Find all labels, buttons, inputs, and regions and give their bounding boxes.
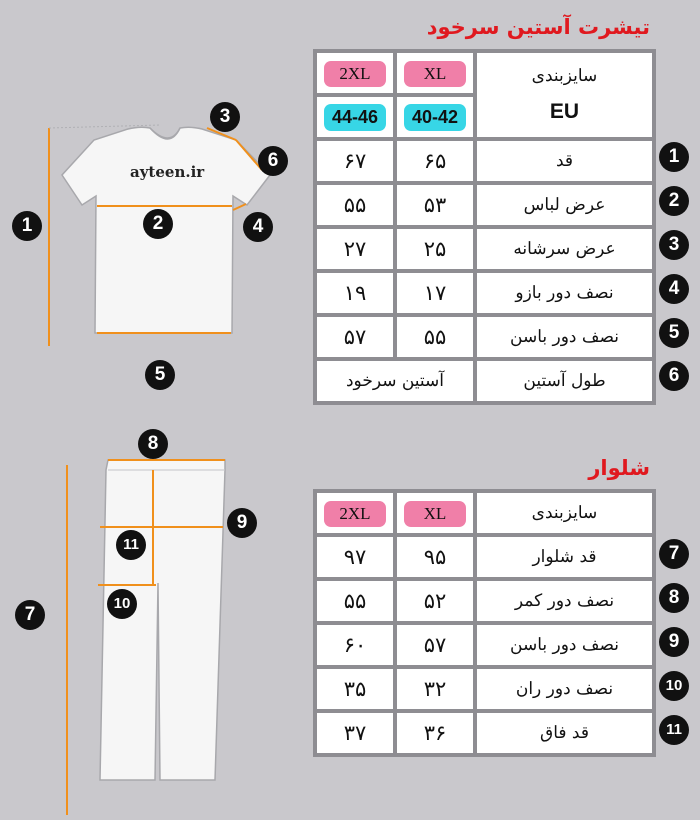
table-row xyxy=(317,185,652,225)
row-badge-2: 2 xyxy=(659,186,689,216)
row-badge-7: 7 xyxy=(659,539,689,569)
cell-xl: ۵۳ xyxy=(397,185,473,225)
eu-range-xl: 40-42 xyxy=(404,104,466,131)
eu-label: EU xyxy=(549,100,580,123)
badge-5: 5 xyxy=(145,360,175,390)
row-badge-5: 5 xyxy=(659,318,689,348)
table-row xyxy=(317,669,652,709)
table-row xyxy=(317,317,652,357)
cell-xl: ۵۲ xyxy=(397,581,473,621)
table-row xyxy=(317,493,652,533)
badge-1: 1 xyxy=(12,211,42,241)
cell-xl: ۱۷ xyxy=(397,273,473,313)
cell-2xl: ۵۷ xyxy=(317,317,393,357)
row-label: نصف دور باسن xyxy=(477,625,652,665)
size-header-label: سایزبندی xyxy=(531,66,598,86)
row-label: قد فاق xyxy=(477,713,652,753)
row-label: قد شلوار xyxy=(477,537,652,577)
eu-range-2xl: 44-46 xyxy=(324,104,386,131)
badge-9: 9 xyxy=(227,508,257,538)
badge-8: 8 xyxy=(138,429,168,459)
shirt-title: تیشرت آستین سرخود xyxy=(426,15,650,39)
row-label: نصف دور کمر xyxy=(477,581,652,621)
cell-xl: ۵۵ xyxy=(397,317,473,357)
table-row xyxy=(317,141,652,181)
badge-10: 10 xyxy=(107,589,137,619)
row-label: نصف دور ران xyxy=(477,669,652,709)
pants-title: شلوار xyxy=(588,456,650,480)
badge-3: 3 xyxy=(210,102,240,132)
cell-2xl: ۳۷ xyxy=(317,713,393,753)
cell-xl: ۳۲ xyxy=(397,669,473,709)
cell-xl: ۳۶ xyxy=(397,713,473,753)
cell-2xl: ۵۵ xyxy=(317,185,393,225)
table-row xyxy=(317,713,652,753)
badge-2: 2 xyxy=(143,209,173,239)
row-badge-1: 1 xyxy=(659,142,689,172)
cell-xl: ۵۷ xyxy=(397,625,473,665)
table-row xyxy=(317,53,652,93)
size-xl-badge: XL xyxy=(404,61,466,87)
cell-xl: ۲۵ xyxy=(397,229,473,269)
row-label: قد xyxy=(477,141,652,181)
table-row xyxy=(317,537,652,577)
row-badge-6: 6 xyxy=(659,361,689,391)
cell-2xl: ۶۷ xyxy=(317,141,393,181)
row-badge-3: 3 xyxy=(659,230,689,260)
row-badge-10: 10 xyxy=(659,671,689,701)
badge-7: 7 xyxy=(15,600,45,630)
pants-drawing xyxy=(100,460,225,780)
size-xl-badge: XL xyxy=(404,501,466,527)
table-row xyxy=(317,273,652,313)
cell-2xl: ۳۵ xyxy=(317,669,393,709)
badge-11: 11 xyxy=(116,530,146,560)
cell-2xl: ۶۰ xyxy=(317,625,393,665)
table-row xyxy=(317,229,652,269)
cell-2xl: ۹۷ xyxy=(317,537,393,577)
table-row xyxy=(317,625,652,665)
shirt-size-table xyxy=(313,49,656,405)
row-badge-8: 8 xyxy=(659,583,689,613)
row-label: عرض لباس xyxy=(477,185,652,225)
size-header-label: سایزبندی xyxy=(477,493,652,533)
row-label: نصف دور بازو xyxy=(477,273,652,313)
row-label: عرض سرشانه xyxy=(477,229,652,269)
cell-xl: ۹۵ xyxy=(397,537,473,577)
cell-2xl: ۲۷ xyxy=(317,229,393,269)
cell-2xl: ۵۵ xyxy=(317,581,393,621)
sleeve-value: آستین سرخود xyxy=(317,361,473,401)
row-label: طول آستین xyxy=(477,361,652,401)
size-2xl-badge: 2XL xyxy=(324,61,386,87)
badge-6: 6 xyxy=(258,146,288,176)
row-badge-4: 4 xyxy=(659,274,689,304)
row-badge-11: 11 xyxy=(659,715,689,745)
row-label: نصف دور باسن xyxy=(477,317,652,357)
cell-2xl: ۱۹ xyxy=(317,273,393,313)
table-row xyxy=(317,361,652,401)
cell-xl: ۶۵ xyxy=(397,141,473,181)
badge-4: 4 xyxy=(243,212,273,242)
pants-size-table xyxy=(313,489,656,757)
brand-label: ayteen.ir xyxy=(130,163,205,181)
table-row xyxy=(317,581,652,621)
row-badge-9: 9 xyxy=(659,627,689,657)
size-2xl-badge: 2XL xyxy=(324,501,386,527)
